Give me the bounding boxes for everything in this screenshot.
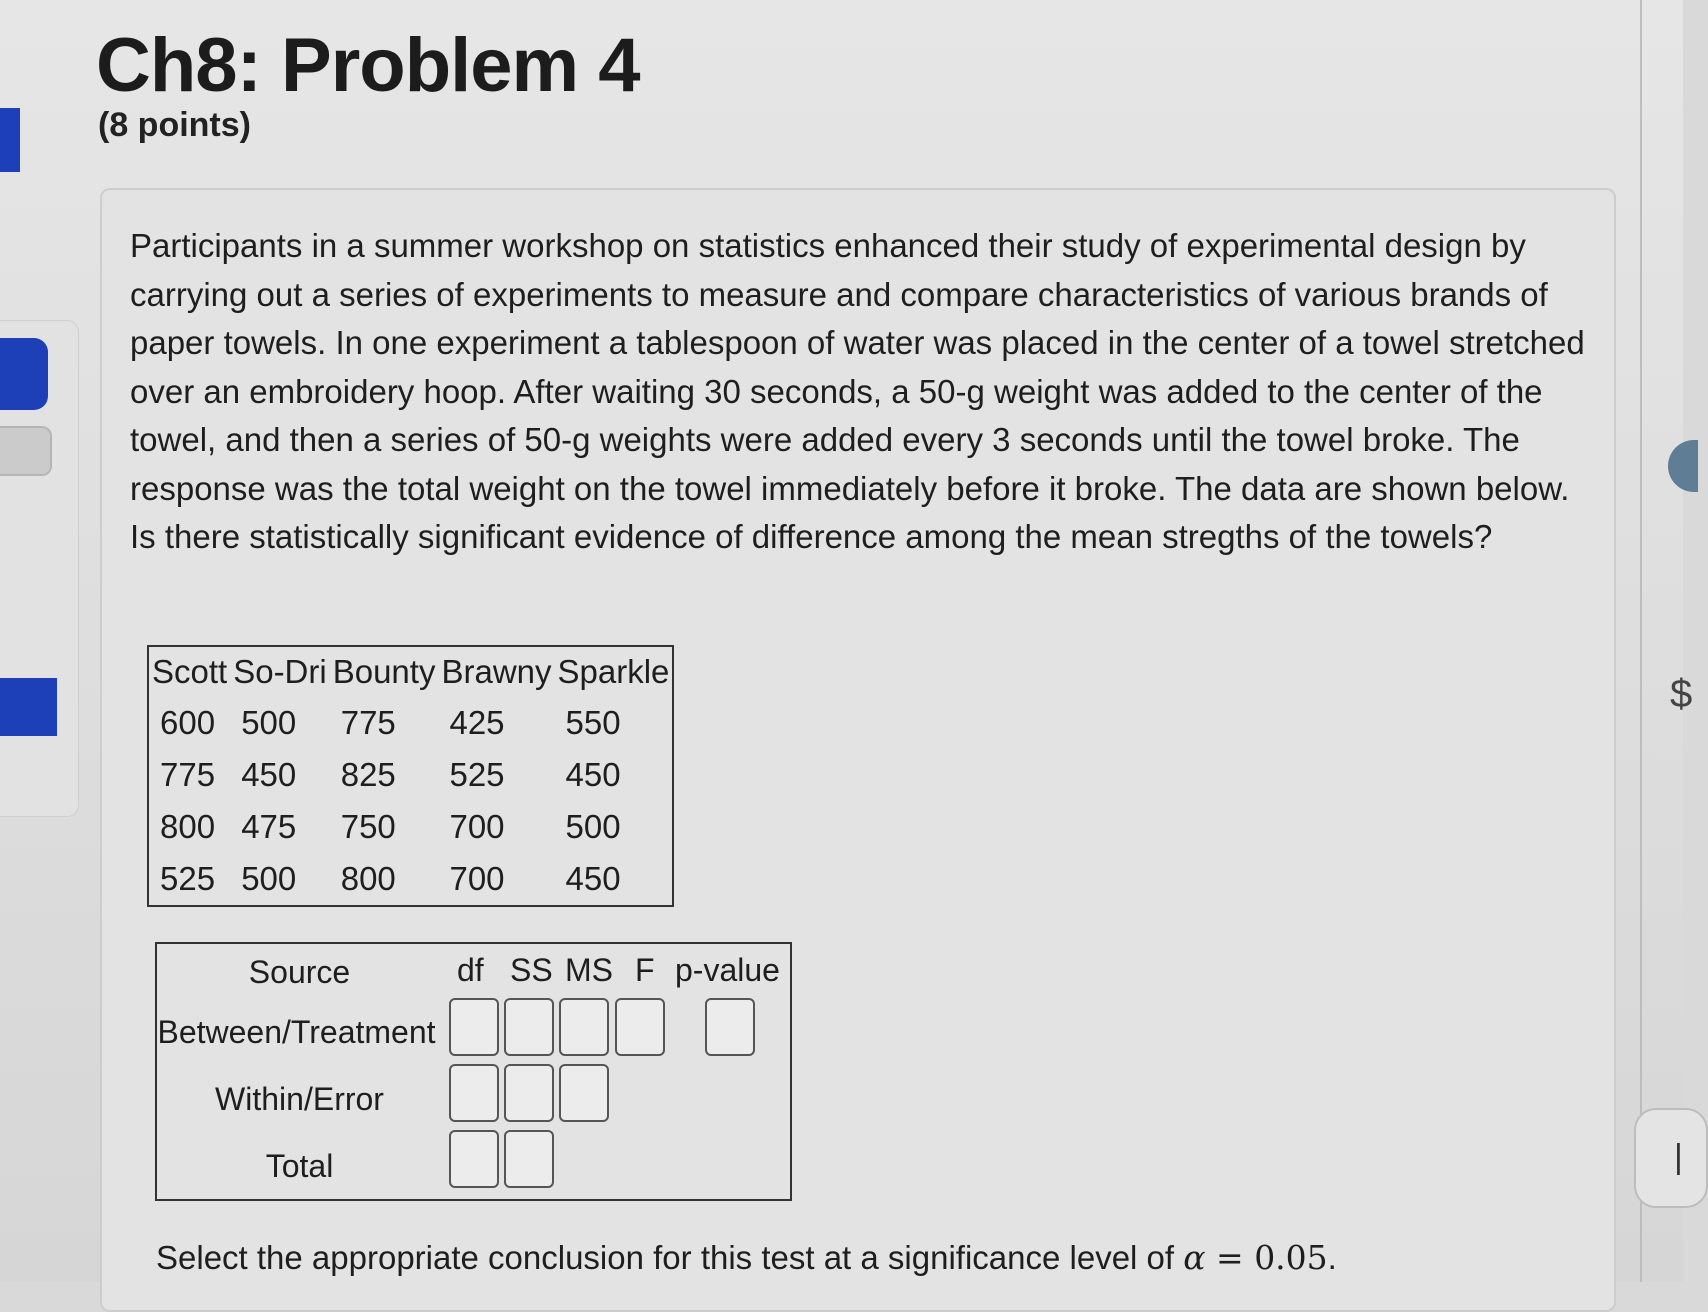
- table-cell: 800: [160, 808, 216, 845]
- between-ss-input[interactable]: [504, 998, 554, 1056]
- side-tab-handle[interactable]: [1668, 440, 1698, 492]
- anova-row-within-label: Within/Error: [215, 1081, 384, 1117]
- table-cell: 450: [241, 756, 297, 793]
- anova-row-between-label: Between/Treatment: [157, 1014, 436, 1050]
- column-header: Sparkle: [557, 653, 670, 690]
- anova-header-ss: SS: [510, 952, 553, 988]
- within-ms-input[interactable]: [559, 1064, 609, 1122]
- panel-divider: [1640, 0, 1642, 1282]
- total-ss-input[interactable]: [504, 1130, 554, 1188]
- table-row: [148, 749, 673, 801]
- table-cell: 425: [449, 704, 505, 741]
- anova-header-df: df: [457, 952, 484, 988]
- table-cell: 525: [449, 756, 505, 793]
- table-cell: 775: [160, 756, 216, 793]
- side-nav-button-glyph: |: [1674, 1138, 1683, 1176]
- table-cell: 825: [340, 756, 396, 793]
- anova-header-source: Source: [248, 954, 351, 990]
- table-cell: 500: [241, 704, 297, 741]
- anova-header-p-value: p-value: [675, 952, 780, 988]
- nav-button-secondary[interactable]: [0, 426, 52, 476]
- table-cell: 450: [565, 860, 621, 897]
- column-header: Brawny: [441, 653, 552, 690]
- conclusion-period: .: [1327, 1239, 1337, 1276]
- towel-data-table: [147, 645, 674, 907]
- anova-header-ms: MS: [565, 952, 613, 988]
- nav-active-marker: [0, 108, 20, 172]
- between-df-input[interactable]: [449, 998, 499, 1056]
- table-cell: 750: [340, 808, 396, 845]
- within-df-input[interactable]: [449, 1064, 499, 1122]
- conclusion-prompt: [156, 1238, 1337, 1277]
- table-cell: 550: [565, 704, 621, 741]
- column-header: Scott: [152, 653, 228, 690]
- anova-header-f: F: [635, 952, 655, 988]
- table-cell: 475: [241, 808, 297, 845]
- nav-button-current[interactable]: [0, 678, 57, 736]
- table-cell: 775: [340, 704, 396, 741]
- table-row: [148, 801, 673, 853]
- table-row: [148, 697, 673, 749]
- points-label: (8 points): [98, 106, 251, 144]
- table-cell: 500: [565, 808, 621, 845]
- alpha-value: 0.05: [1254, 1238, 1328, 1277]
- equals-sign: =: [1205, 1238, 1255, 1277]
- table-header-row: [148, 646, 673, 697]
- table-cell: 700: [449, 860, 505, 897]
- between-f-input[interactable]: [615, 998, 665, 1056]
- page-title: Ch8: Problem 4: [96, 23, 640, 108]
- table-cell: 500: [241, 860, 297, 897]
- within-ss-input[interactable]: [504, 1064, 554, 1122]
- anova-table: [155, 942, 792, 1201]
- nav-button-primary[interactable]: [0, 338, 48, 410]
- anova-row-total-label: Total: [265, 1148, 334, 1184]
- alpha-symbol: α: [1183, 1238, 1206, 1277]
- table-cell: 700: [449, 808, 505, 845]
- table-cell: 450: [565, 756, 621, 793]
- total-df-input[interactable]: [449, 1130, 499, 1188]
- between-p-value-input[interactable]: [705, 998, 755, 1056]
- conclusion-text: Select the appropriate conclusion for this test at a significance level of: [156, 1239, 1184, 1276]
- table-cell: 800: [340, 860, 396, 897]
- table-cell: 600: [160, 704, 216, 741]
- problem-text: Participants in a summer workshop on statistics enhanced their study of experimental design by carrying out a series of experiments to measure and compare characteristics of various brands of paper towels. In one experiment a tablespoon of water was placed in the center of a towel stretched over an embroidery hoop. After waiting 30 seconds, a 50-g weight was added to the center of the towel, and then a series of 50-g weights were added every 3 seconds until the towel broke. The response was the total weight on the towel immediately before it broke. The data are shown below. Is there statistically significant evidence of difference among the mean stregths of the towels?: [130, 227, 1585, 555]
- table-cell: 525: [160, 860, 216, 897]
- side-nav-button[interactable]: [1634, 1108, 1708, 1208]
- column-header: So-Dri: [233, 653, 327, 690]
- table-row: [148, 853, 673, 906]
- dollar-icon[interactable]: $: [1670, 672, 1693, 716]
- between-ms-input[interactable]: [559, 998, 609, 1056]
- column-header: Bounty: [332, 653, 436, 690]
